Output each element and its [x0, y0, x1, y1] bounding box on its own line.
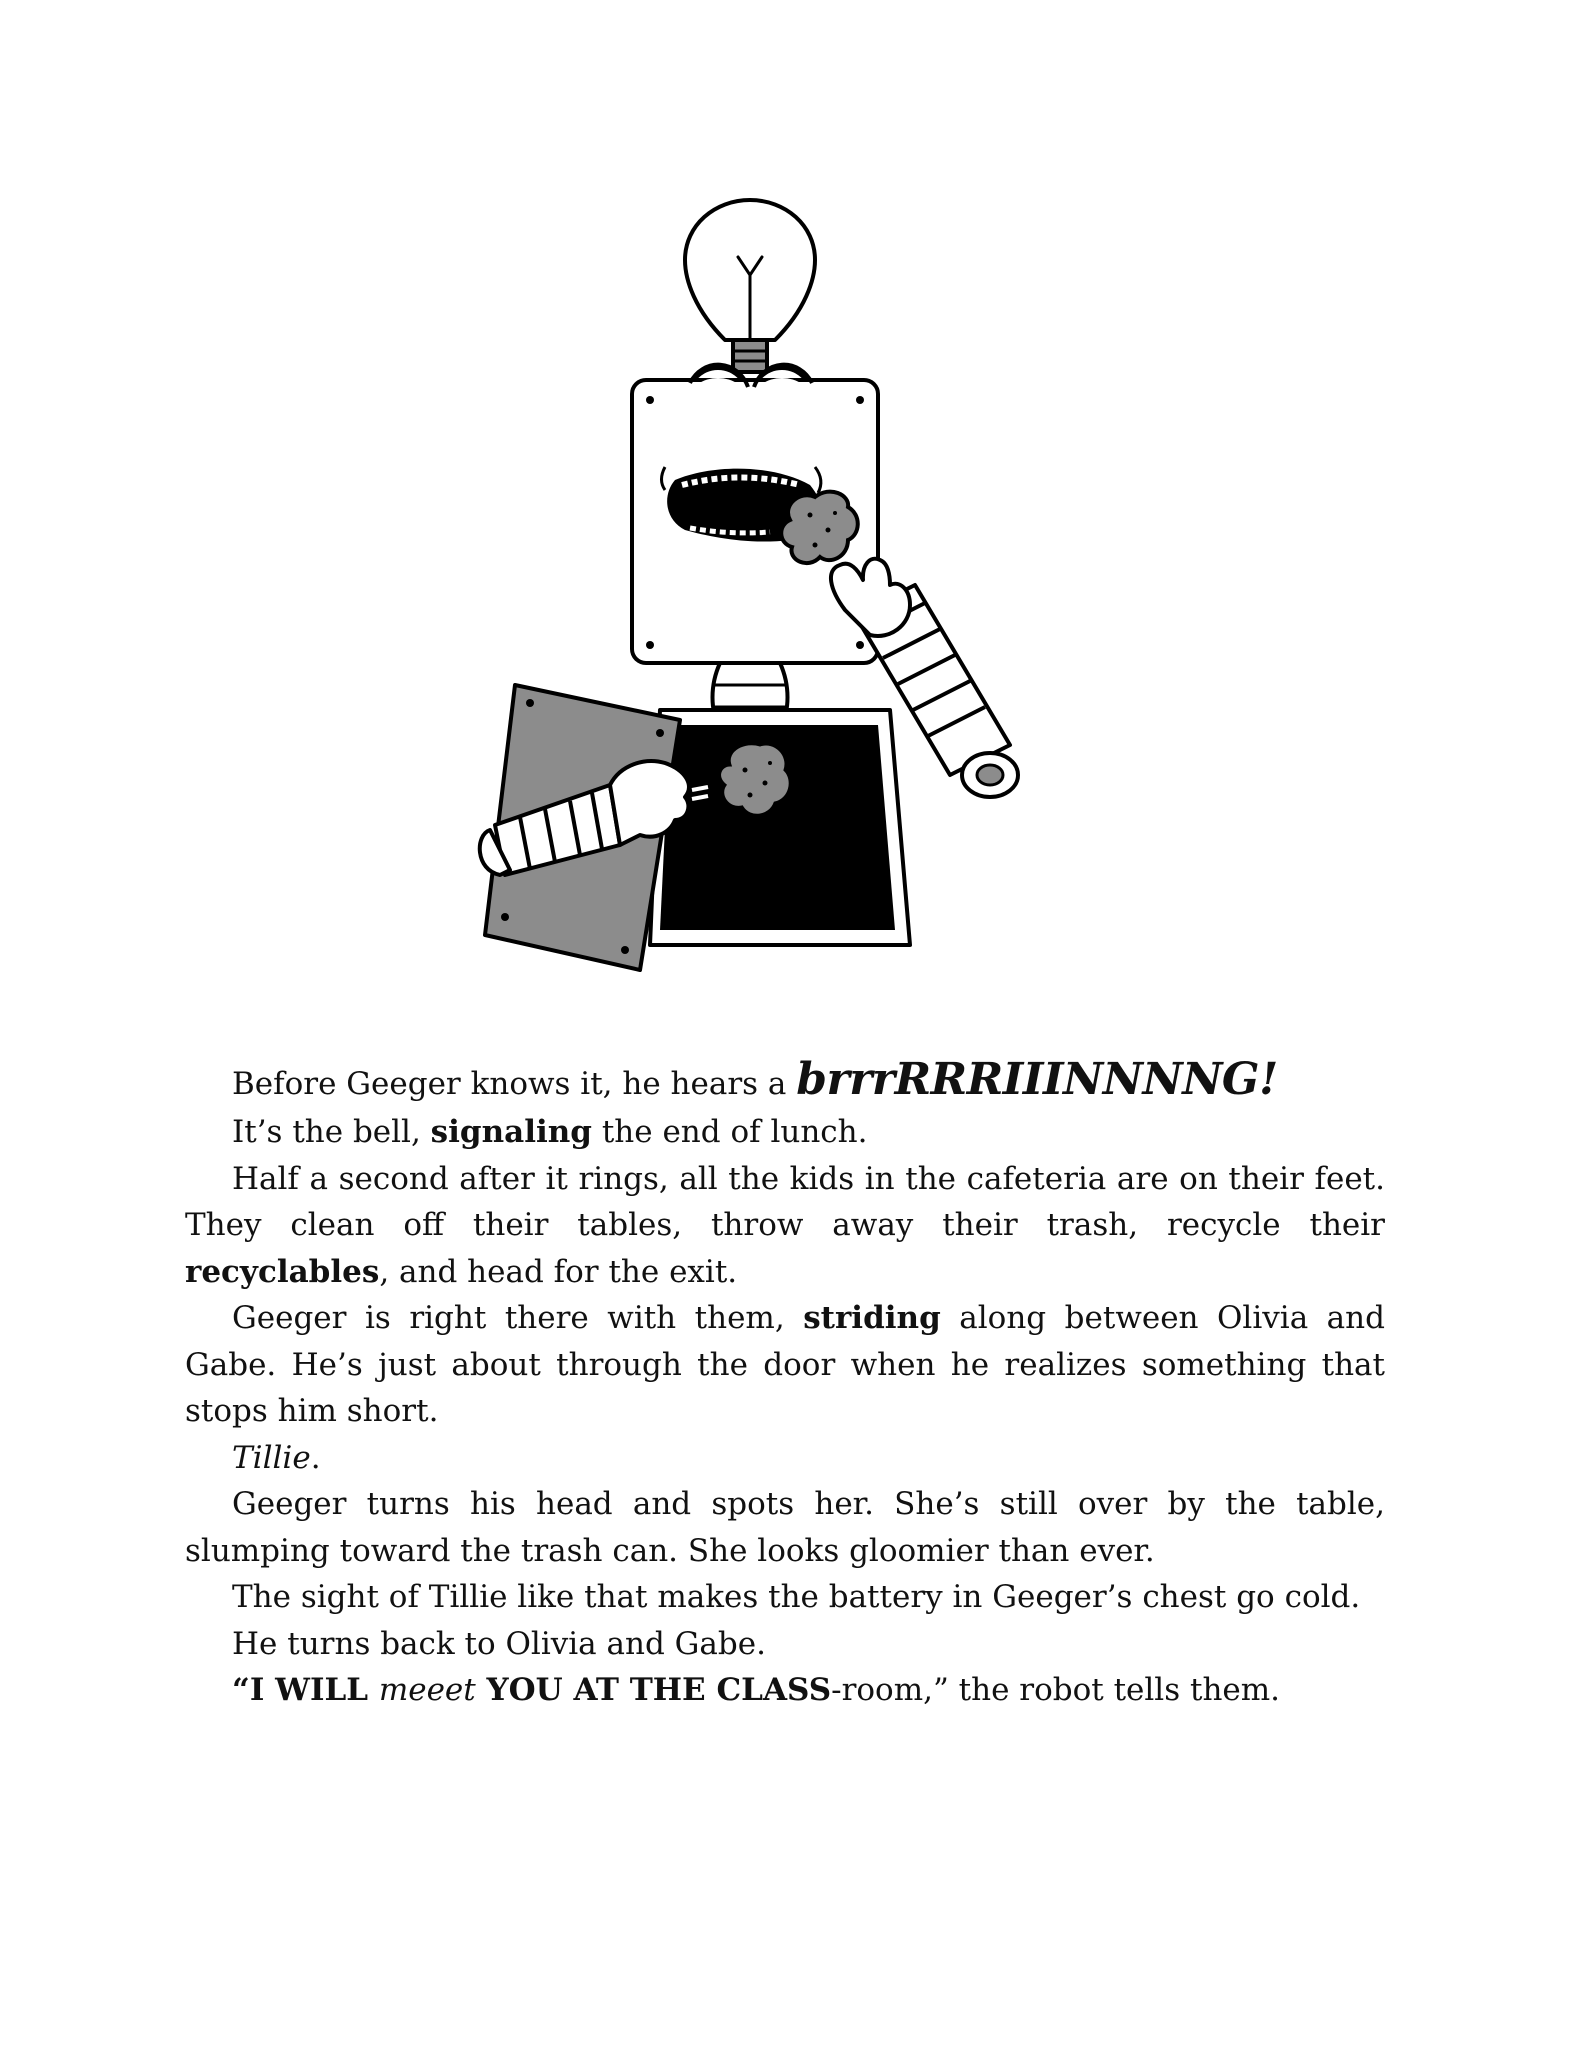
robot-torso — [650, 710, 910, 945]
vocab-word: recyclables — [185, 1253, 380, 1290]
vocab-word: signaling — [430, 1114, 592, 1150]
paragraph-9: “I WILL meeet YOU AT THE CLASS-room,” the robot tells them. — [232, 1672, 1281, 1708]
paragraph-3: Half a second after it rings, all the kids in the cafeteria are on their feet. They clean off their tables, throw away their trash, recycle their recyclables, and head for the exit. — [185, 1160, 1385, 1290]
paragraph-8: He turns back to Olivia and Gabe. — [232, 1625, 766, 1662]
bell-sound-effect: brrrRRRIIINNNNG! — [796, 1054, 1278, 1105]
paragraph-4: Geeger is right there with them, striding along between Olivia and Gabe. He’s just about through the door when he realizes something that stops him short. — [185, 1300, 1385, 1429]
robot-head — [632, 365, 878, 663]
paragraph-1: Before Geeger knows it, he hears a brrrRRRIIINNNNG! — [232, 1054, 1278, 1105]
paragraph-7: The sight of Tillie like that makes the battery in Geeger’s chest go cold. — [232, 1579, 1361, 1615]
vocab-word: striding — [803, 1300, 941, 1336]
story-text — [185, 1055, 1385, 1714]
paragraph-2: It’s the bell, signaling the end of lunch. — [232, 1114, 868, 1150]
lightbulb-icon — [685, 200, 815, 372]
paragraph-5: Tillie. — [232, 1439, 321, 1476]
robot-illustration — [470, 185, 1110, 1025]
paragraph-6: Geeger turns his head and spots her. She’s still over by the table, slumping toward the trash can. She looks gloomier than ever. — [185, 1486, 1385, 1569]
